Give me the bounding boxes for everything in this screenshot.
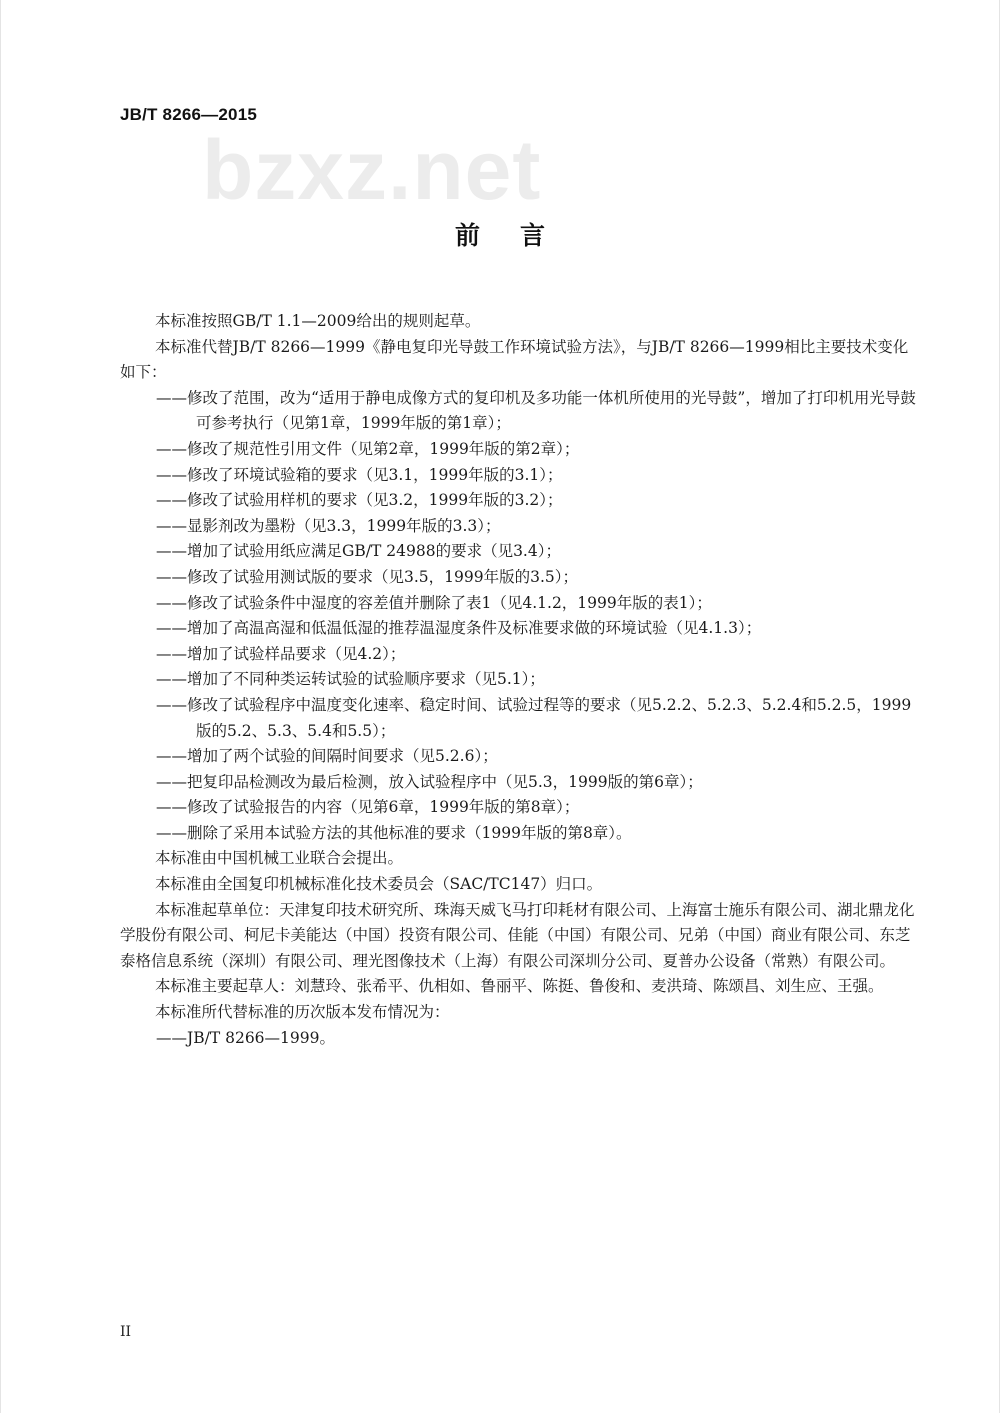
standard-code: JB/T 8266—2015 — [120, 105, 257, 124]
change-item: ——修改了试验用测试版的要求（见3.5，1999年版的3.5）； — [156, 567, 578, 586]
paragraph-proposer: 本标准由中国机械工业联合会提出。 — [155, 849, 404, 868]
watermark: bzxz.net — [202, 123, 542, 217]
change-item: ——修改了试验条件中湿度的容差值并删除了表1（见4.1.2，1999年版的表1）； — [156, 593, 712, 612]
change-item: ——增加了试验用纸应满足GB/T 24988的要求（见3.4）； — [156, 542, 561, 561]
change-item: ——增加了高温高湿和低温低湿的推荐温湿度条件及标准要求做的环境试验（见4.1.3）； — [156, 619, 762, 638]
change-item: ——增加了不同种类运转试验的试验顺序要求（见5.1）； — [156, 670, 545, 689]
change-item: ——修改了试验用样机的要求（见3.2，1999年版的3.2）； — [156, 491, 563, 510]
change-item: ——显影剂改为墨粉（见3.3，1999年版的3.3）； — [156, 516, 501, 535]
paragraph-drafters: 本标准主要起草人：刘慧玲、张希平、仇相如、鲁丽平、陈挺、鲁俊和、麦洪琦、陈颂昌、刘生应、王强。 — [155, 977, 884, 996]
change-item: ——修改了范围，改为“适用于静电成像方式的复印机及多功能一体机所使用的光导鼓”，增加了打印机用光导鼓可参考执行（见第1章，1999年版的第1章）； — [156, 388, 916, 433]
foreword-body — [120, 309, 918, 1051]
paragraph-drafting-rule: 本标准按照GB/T 1.1—2009给出的规则起草。 — [155, 312, 481, 330]
paragraph-history-intro: 本标准所代替标准的历次版本发布情况为： — [155, 1003, 450, 1022]
paragraph-technical-committee: 本标准由全国复印机械标准化技术委员会（SAC/TC147）归口。 — [155, 875, 603, 894]
change-item: ——删除了采用本试验方法的其他标准的要求（1999年版的第8章）。 — [156, 823, 632, 842]
page-title: 前言 — [454, 221, 585, 250]
change-item: ——修改了环境试验箱的要求（见3.1，1999年版的3.1）； — [156, 465, 563, 484]
paragraph-drafting-units: 本标准起草单位：天津复印技术研究所、珠海天威飞马打印耗材有限公司、上海富士施乐有限公司、湖北鼎龙化学股份有限公司、柯尼卡美能达（中国）投资有限公司、佳能（中国）有限公司、兄弟（中国）商业有限公司、东芝泰格信息系统（深圳）有限公司、理光图像技术（上海）有限公司深圳分公司、夏普办公设备（常熟）有限公司。 — [120, 900, 915, 970]
change-item: ——修改了试验程序中温度变化速率、稳定时间、试验过程等的要求（见5.2.2、5.2.3、5.2.4和5.2.5，1999版的5.2、5.3、5.4和5.5）； — [156, 695, 912, 740]
change-item: ——修改了规范性引用文件（见第2章，1999年版的第2章）； — [156, 439, 580, 458]
change-item: ——增加了试验样品要求（见4.2）； — [156, 644, 406, 663]
history-item: ——JB/T 8266—1999。 — [156, 1028, 335, 1047]
change-item: ——把复印品检测改为最后检测，放入试验程序中（见5.3，1999版的第6章）； — [156, 772, 703, 791]
paragraph-replacement: 本标准代替JB/T 8266—1999《静电复印光导鼓工作环境试验方法》，与JB/T 8266—1999相比主要技术变化如下： — [120, 337, 909, 382]
change-item: ——增加了两个试验的间隔时间要求（见5.2.6）； — [156, 747, 498, 766]
change-item: ——修改了试验报告的内容（见第6章，1999年版的第8章）； — [156, 798, 580, 817]
page-number: II — [120, 1324, 132, 1340]
